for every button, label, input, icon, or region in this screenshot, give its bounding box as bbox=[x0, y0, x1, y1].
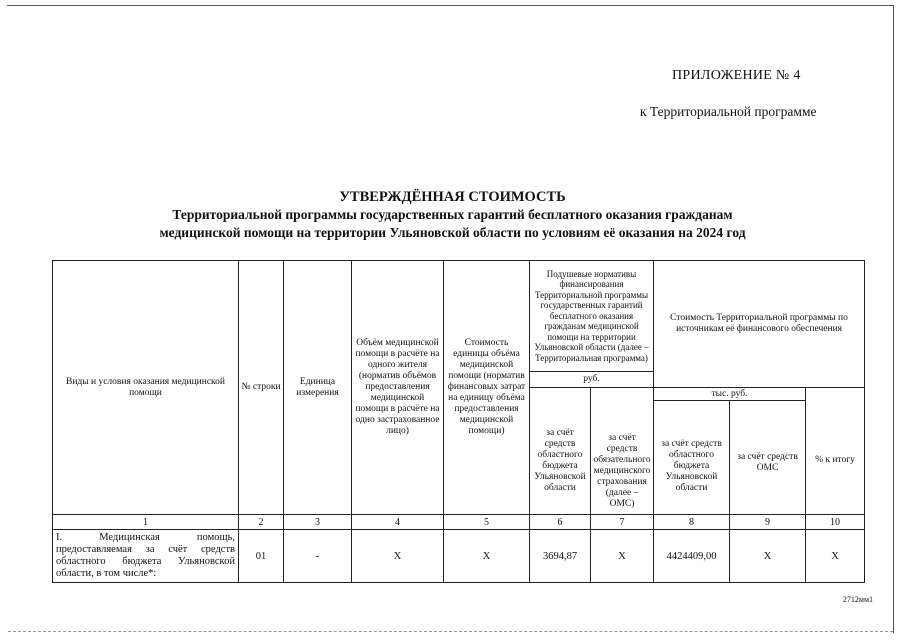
column-number: 7 bbox=[591, 515, 654, 530]
row-volume: X bbox=[352, 530, 444, 583]
document-title bbox=[0, 188, 905, 242]
appendix-subtitle: к Территориальной программе bbox=[640, 104, 817, 119]
cost-table bbox=[52, 260, 865, 583]
column-number: 10 bbox=[806, 515, 865, 530]
header-oms-short: за счёт средств ОМС bbox=[737, 452, 798, 473]
column-number: 3 bbox=[284, 515, 352, 530]
column-number: 5 bbox=[444, 515, 530, 530]
header-thousand-rub: тыс. руб. bbox=[654, 388, 805, 401]
row-unit-cost: X bbox=[444, 530, 530, 583]
column-number: 1 bbox=[53, 515, 239, 530]
header-unit: Единица измерения bbox=[284, 261, 352, 515]
row-per-capita-budget: 3694,87 bbox=[530, 530, 591, 583]
column-number: 8 bbox=[654, 515, 730, 530]
row-cost-oms: X bbox=[730, 530, 806, 583]
page-bottom-edge bbox=[8, 631, 893, 633]
header-rub: руб. bbox=[530, 372, 654, 388]
header-regional-budget-2: за счёт средств областного бюджета Ульяновской области bbox=[654, 401, 730, 515]
column-number: 2 bbox=[239, 515, 284, 530]
appendix-label: ПРИЛОЖЕНИЕ № 4 bbox=[672, 68, 801, 83]
row-unit: - bbox=[284, 530, 352, 583]
row-cost-budget: 4424409,00 bbox=[654, 530, 730, 583]
row-label: I. Медицинская помощь, предоставляемая за счёт средств областного бюджета Ульяновской области, в том числе*: bbox=[53, 530, 239, 583]
title-line-3: медицинской помощи на территории Ульяновской области по условиям её оказания на 2024 год bbox=[159, 225, 746, 240]
header-per-capita: Подушевые нормативы финансирования Территориальной программы государственных гарантий бесплатного оказания гражданам медицинской помощи на территории Ульяновской области (далее – Территориальная программа) bbox=[530, 261, 654, 372]
header-types: Виды и условия оказания медицинской помощи bbox=[53, 261, 239, 515]
row-percent: X bbox=[806, 530, 865, 583]
table-row bbox=[53, 530, 865, 583]
header-oms: за счёт средств обязательного медицинского страхования (далее – ОМС) bbox=[591, 388, 654, 515]
title-line-1: УТВЕРЖДЁННАЯ СТОИМОСТЬ bbox=[339, 189, 566, 205]
header-program-cost: Стоимость Территориальной программы по источникам её финансового обеспечения bbox=[654, 261, 865, 388]
row-number: 01 bbox=[239, 530, 284, 583]
title-line-2: Территориальной программы государственных гарантий бесплатного оказания гражданам bbox=[172, 207, 733, 222]
header-unit-cost: Стоимость единицы объёма медицинской помощи (норматив финансовых затрат на единицу объёма предоставления медицинской помощи) bbox=[444, 261, 530, 515]
column-number: 4 bbox=[352, 515, 444, 530]
header-row-number: № строки bbox=[239, 261, 284, 515]
column-number-row bbox=[53, 515, 865, 530]
header-percent-total: % к итогу bbox=[806, 388, 865, 515]
row-per-capita-oms: X bbox=[591, 530, 654, 583]
column-number: 6 bbox=[530, 515, 591, 530]
column-number: 9 bbox=[730, 515, 806, 530]
document-code: 2712мм1 bbox=[842, 595, 873, 604]
header-volume: Объём медицинской помощи в расчёте на одного жителя (норматив объёмов предоставления медицинской помощи в расчёте на одно застрахованное лицо) bbox=[352, 261, 444, 515]
header-regional-budget: за счёт средств областного бюджета Ульяновской области bbox=[530, 388, 591, 515]
